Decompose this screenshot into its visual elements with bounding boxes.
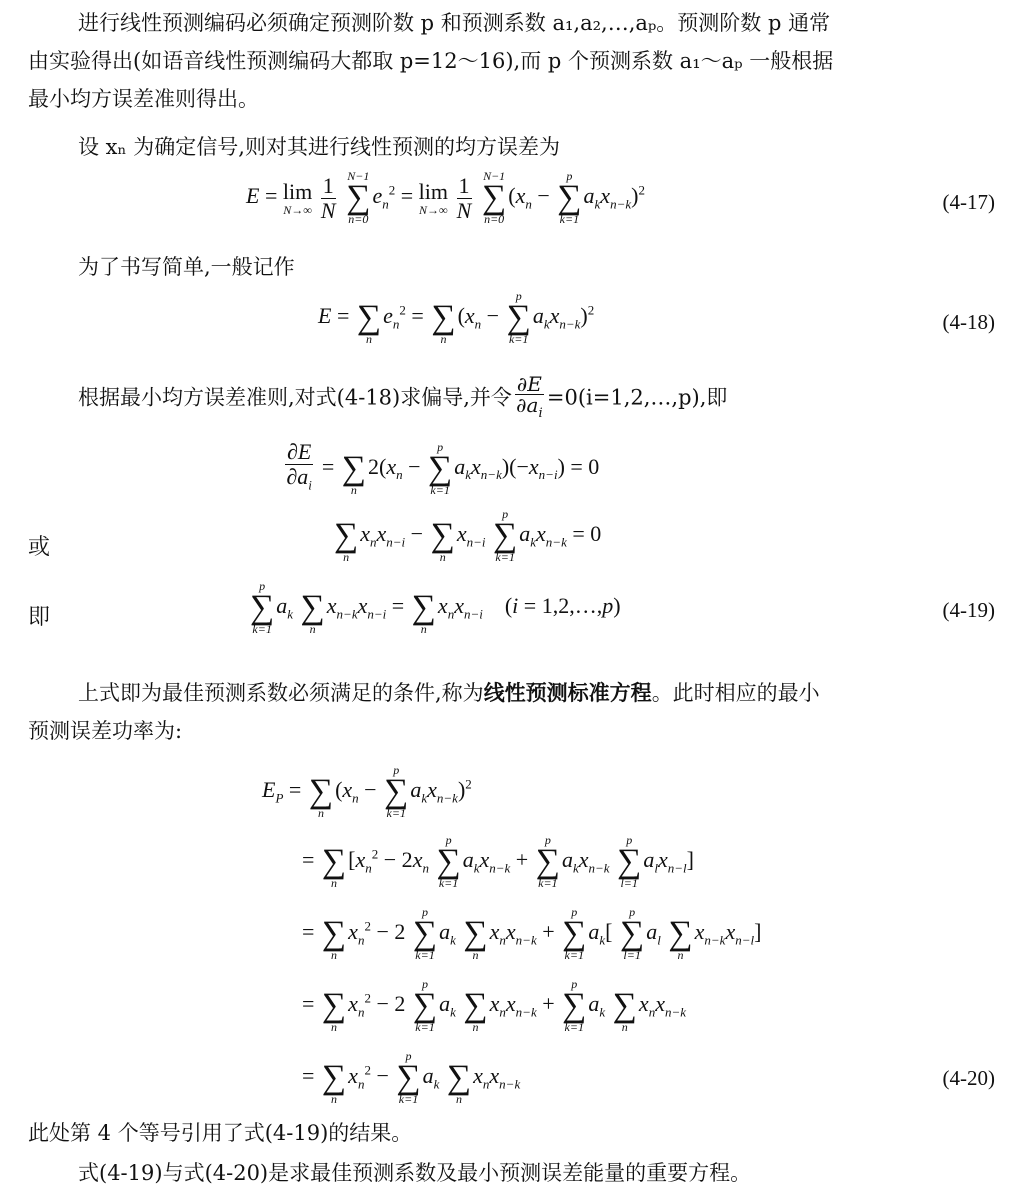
equation-number-4-17: (4-17) xyxy=(942,190,995,214)
paragraph-1-line-1: 进行线性预测编码必须确定预测阶数 p 和预测系数 a₁,a₂,…,aₚ。预测阶数 p 通常 xyxy=(78,11,831,35)
paragraph-5-text-b: 。此时相应的最小 xyxy=(651,681,820,705)
paragraph-4-post: =0(i=1,2,…,p),即 xyxy=(546,385,728,410)
paragraph-5-line-1 xyxy=(78,678,820,708)
equation-4-18: E = ∑ n $e_n^2$ = ∑ n ($x_n$ − p ∑ k=1 $a_kx_{n-k})^2$ xyxy=(318,289,595,346)
equation-number-4-19: (4-19) xyxy=(942,598,995,622)
term-linear-prediction-normal-equation: 线性预测标准方程 xyxy=(483,680,652,705)
paragraph-1-line-3: 最小均方误差准则得出。 xyxy=(28,87,259,111)
equation-4-20-line-5: = ∑ n $x_n^2$ − p ∑ k=1 $a_k$ ∑ n $x_nx_{n-k}$ xyxy=(302,1049,521,1106)
paragraph-6: 此处第 4 个等号引用了式(4-19)的结果。 xyxy=(28,1121,413,1145)
equation-4-19: p ∑ k=1 $a_k$ ∑ n $x_{n-k}x_{n-i}$ = ∑ n $x_nx_{n-i}$ (i = 1,2,…,p) xyxy=(250,579,621,636)
paragraph-3: 为了书写简单,一般记作 xyxy=(78,255,295,279)
paragraph-4-pre: 根据最小均方误差准则,对式(4-18)求偏导,并令 xyxy=(78,385,512,410)
paragraph-5-text-a: 上式即为最佳预测系数必须满足的条件,称为 xyxy=(78,681,484,705)
equation-partial-derivative: $\frac{\partial E}{\partial a_i}$ = ∑ n $2(x_n$ − p ∑ k=1 $a_kx_{n-k})(-x_{n-i}) = 0$ xyxy=(286,439,600,497)
equation-4-20-line-4: = ∑ n $x_n^2 - 2$ p ∑ k=1 $a_k$ ∑ n $x_nx_{n-k}$ + p ∑ k=1 $a_k$ ∑ n $x_nx_{n-k}$ xyxy=(302,977,686,1034)
equation-4-20-line-3: = ∑ n $x_n^2 - 2$ p ∑ k=1 $a_k$ ∑ n $x_nx_{n-k}$ + p ∑ k=1 $a_k$[ p ∑ l=1 $a_l$ ∑ n $x_{n-k}x_{n-l}$] xyxy=(302,905,762,962)
paragraph-5-line-2: 预测误差功率为: xyxy=(28,719,183,743)
paragraph-4 xyxy=(78,374,727,424)
equation-4-20-line-2: = ∑ n [$x_n^2 - 2x_n$ p ∑ k=1 $a_kx_{n-k}$ + p ∑ k=1 $a_kx_{n-k}$ p ∑ l=1 $a_lx_{n-l}$] xyxy=(302,833,694,890)
partial-derivative-fraction: $\frac{\partial E}{\partial a_i}$ xyxy=(516,372,543,421)
equation-4-20-line-1: $E_P$ = ∑ n ($x_n$ − p ∑ k=1 $a_kx_{n-k})^2$ xyxy=(262,763,472,820)
equation-number-4-18: (4-18) xyxy=(942,310,995,334)
label-or: 或 xyxy=(28,535,51,560)
label-ie: 即 xyxy=(28,605,51,630)
paragraph-1-line-2: 由实验得出(如语音线性预测编码大都取 p=12～16),而 p 个预测系数 a₁～aₚ 一般根据 xyxy=(28,49,834,73)
paragraph-7: 式(4-19)与式(4-20)是求最佳预测系数及最小预测误差能量的重要方程。 xyxy=(78,1161,752,1185)
equation-4-17: E = lim N→∞ $\frac{1}{N}$ N−1 ∑ n=0 $e_n^2$ = lim N→∞ $\frac{1}{N}$ N−1 ∑ n=0 ($x_n$ − p ∑ k=1 $a_kx_{n-k})^2$ xyxy=(246,169,645,226)
equation-or: ∑ n $x_nx_{n-i}$ − ∑ n $x_{n-i}$ p ∑ k=1 $a_kx_{n-k} = 0$ xyxy=(334,507,602,564)
paragraph-2: 设 xₙ 为确定信号,则对其进行线性预测的均方误差为 xyxy=(78,135,560,159)
equation-number-4-20: (4-20) xyxy=(942,1066,995,1090)
